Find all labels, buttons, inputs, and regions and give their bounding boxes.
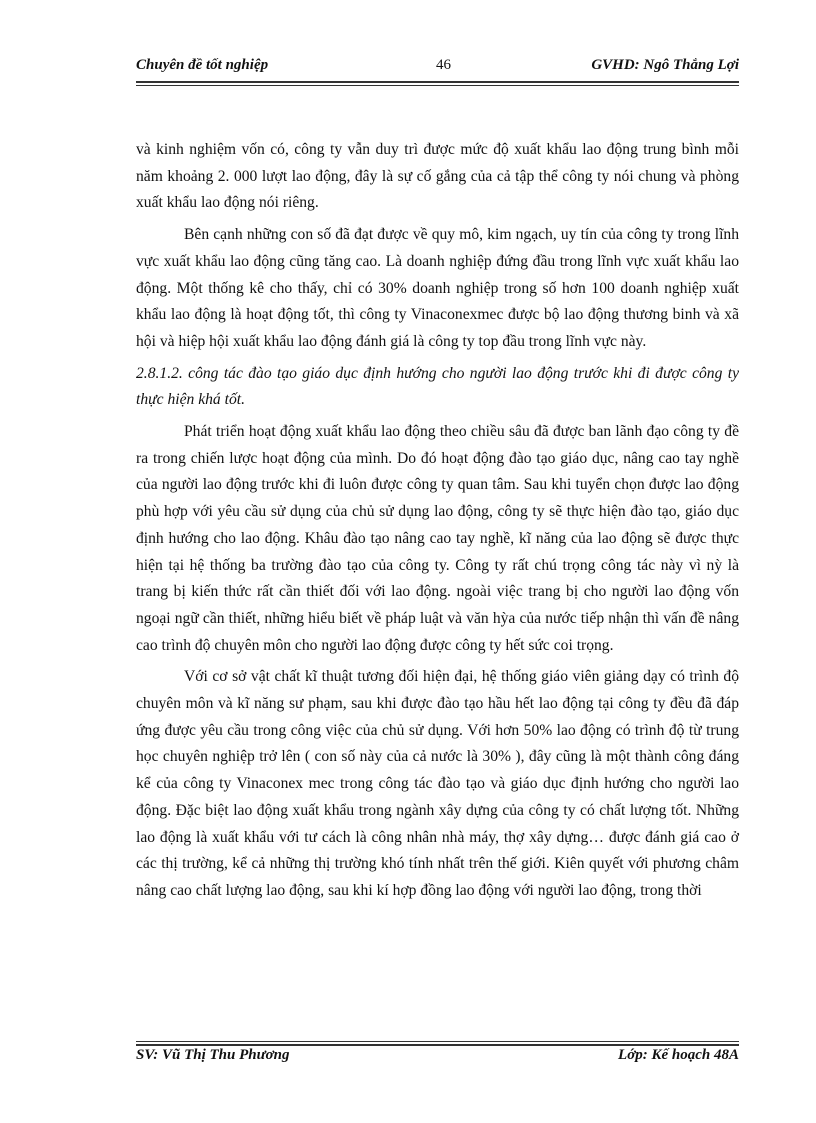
- document-body: [136, 137, 739, 910]
- footer-rule-thin: [136, 1041, 739, 1042]
- paragraph-achievements: Bên cạnh những con số đã đạt được về quy mô, kim ngạch, uy tín của công ty trong lĩnh vực xuất khẩu lao động cũng tăng cao. Là doanh nghiệp đứng đầu trong lĩnh vực xuất khẩu lao động. Một thống kê cho thấy, chỉ có 30% doanh nghiệp trong số hơn 100 doanh nghiệp xuất khẩu lao động là hoạt động tốt, thì công ty Vinaconexmec được bộ lao động thương binh và xã hội và hiệp hội xuất khẩu lao động đánh giá là công ty top đầu trong lĩnh vực này.: [136, 226, 739, 350]
- paragraph-training: Phát triển hoạt động xuất khẩu lao động theo chiều sâu đã được ban lãnh đạo công ty đề ra trong chiến lược hoạt động của mình. Do đó hoạt động đào tạo giáo dục, nâng cao tay nghề của người lao động trước khi đi luôn được công ty quan tâm. Sau khi tuyển chọn được lao động phù hợp với yêu cầu sử dụng của chủ sử dụng lao động, công ty sẽ thực hiện đào tạo, giáo dục định hướng cho lao động. Khâu đào tạo nâng cao tay nghề, kĩ năng của lao động sẽ được thực hiện tại hệ thống ba trường đào tạo của công ty. Công ty rất chú trọng công tác này vì nỳ là trang bị kiến thức rất cần thiết đối với lao động. ngoài việc trang bị cho người lao động vốn ngoại ngữ cần thiết, những hiểu biết về pháp luật và văn hỳa của nước tiếp nhận thì vấn đề nâng cao trình độ chuyên môn cho người lao động được công ty hết sức coi trọng.: [136, 423, 739, 654]
- page-number: 46: [436, 57, 451, 73]
- header-supervisor: GVHD: Ngô Thắng Lợi: [591, 57, 739, 73]
- page-footer: [136, 1047, 739, 1069]
- section-heading: 2.8.1.2. công tác đào tạo giáo dục định hướng cho người lao động trước khi đi được công ty thực hiện khá tốt.: [136, 364, 739, 409]
- footer-class: Lớp: Kế hoạch 48A: [618, 1047, 739, 1063]
- paragraph-facilities: Với cơ sở vật chất kĩ thuật tương đối hiện đại, hệ thống giáo viên giảng dạy có trình độ chuyên môn và kĩ năng sư phạm, sau khi được đào tạo hầu hết lao động tại công ty đều đã đáp ứng được yêu cầu trong công việc của chủ sử dụng. Với hơn 50% lao động có trình độ từ trung học chuyên nghiệp trở lên ( con số này của cả nước là 30% ), đây cũng là một thành công đáng kể của công ty Vinaconex mec trong công tác đào tạo và giáo dục định hướng cho người lao động. Đặc biệt lao động xuất khẩu trong ngành xây dựng của công ty có chất lượng tốt. Những lao động là xuất khẩu với tư cách là công nhân nhà máy, thợ xây dựng… được đánh giá cao ở các thị trường, kể cả những thị trường khó tính nhất trên thế giới. Kiên quyết với phương châm nâng cao chất lượng lao động, sau khi kí hợp đồng lao động với người lao động, trong thời: [136, 668, 739, 899]
- footer-rule-thick: [136, 1044, 739, 1046]
- header-rule-thin: [136, 85, 739, 86]
- header-document-title: Chuyên đề tốt nghiệp: [136, 57, 269, 73]
- page-header: [136, 57, 739, 79]
- header-rule-thick: [136, 81, 739, 83]
- footer-student: SV: Vũ Thị Thu Phương: [136, 1047, 290, 1063]
- paragraph-continuation: và kinh nghiệm vốn có, công ty vẫn duy trì được mức độ xuất khẩu lao động trung bình mỗi năm khoảng 2. 000 lượt lao động, đây là sự cố gắng của cả tập thể công ty nói chung và phòng xuất khẩu lao động nói riêng.: [136, 141, 739, 212]
